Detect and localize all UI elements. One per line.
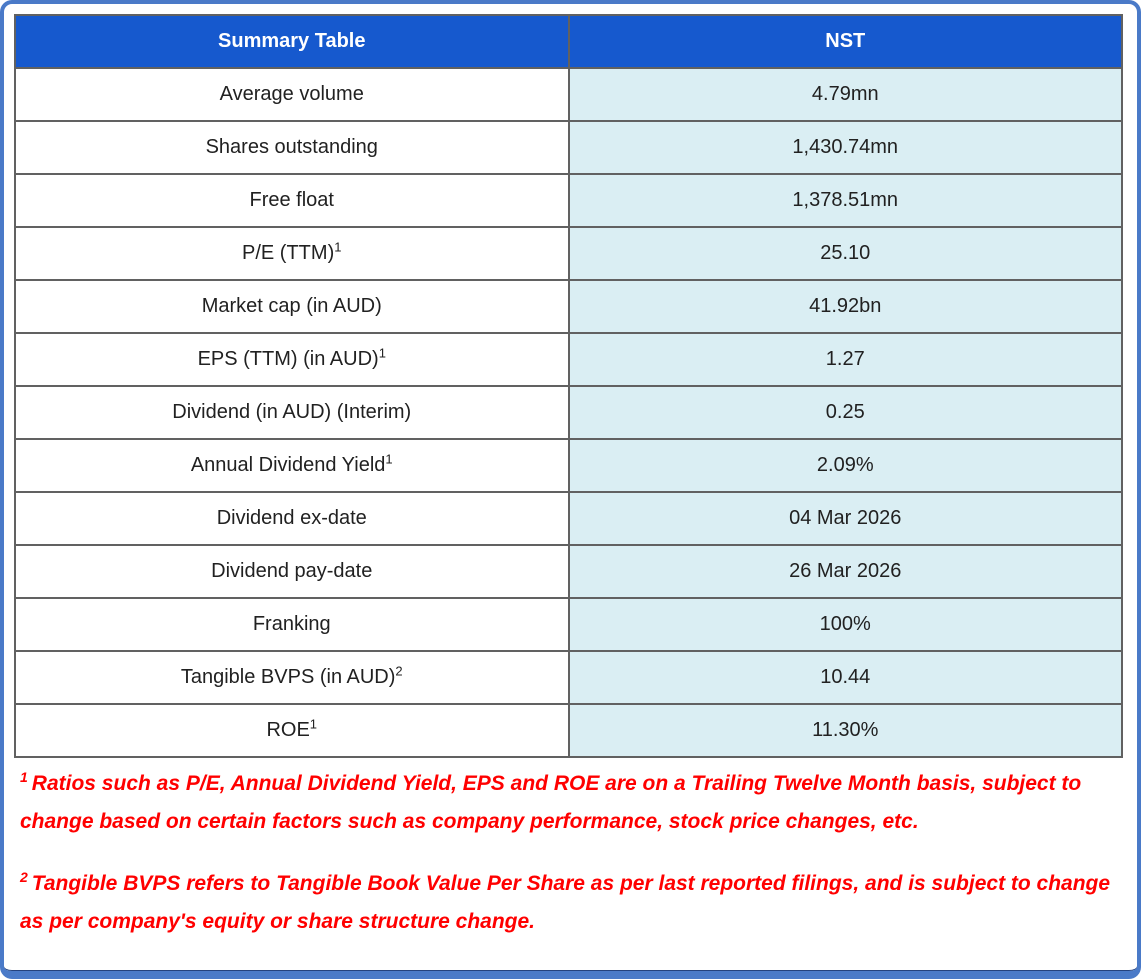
table-row [15, 68, 1122, 121]
summary-table [14, 14, 1123, 758]
row-label-text: Free float [249, 189, 334, 211]
row-label [15, 545, 569, 598]
table-row [15, 492, 1122, 545]
row-label-text: Franking [252, 613, 331, 635]
row-value: 10.44 [569, 651, 1123, 704]
footnote-marker: 1 [334, 239, 342, 255]
row-label-text: Tangible BVPS (in AUD) [180, 666, 396, 688]
row-label-text: Market cap (in AUD) [201, 295, 382, 317]
header-summary-table: Summary Table [15, 15, 569, 68]
row-label [15, 651, 569, 704]
row-label-text: ROE [266, 719, 310, 741]
row-value: 11.30% [569, 704, 1123, 757]
row-value: 0.25 [569, 386, 1123, 439]
row-label [15, 227, 569, 280]
row-value: 25.10 [569, 227, 1123, 280]
table-row [15, 174, 1122, 227]
row-label [15, 174, 569, 227]
row-value: 100% [569, 598, 1123, 651]
table-row [15, 545, 1122, 598]
row-value: 1,378.51mn [569, 174, 1123, 227]
table-row [15, 651, 1122, 704]
row-value: 4.79mn [569, 68, 1123, 121]
row-label [15, 704, 569, 757]
footnote-2-text: Tangible BVPS refers to Tangible Book Value Per Share as per last reported filings, and is subject to change as per company's equity or share structure change. [20, 872, 1111, 933]
footnote-1-text: Ratios such as P/E, Annual Dividend Yield, EPS and ROE are on a Trailing Twelve Month basis, subject to change based on certain factors such as company performance, stock price changes, etc. [20, 772, 1082, 833]
footnote-1 [20, 765, 1113, 841]
row-label [15, 439, 569, 492]
footnote-marker: 2 [395, 663, 403, 679]
row-value: 04 Mar 2026 [569, 492, 1123, 545]
row-value: 26 Mar 2026 [569, 545, 1123, 598]
row-label-text: Average volume [219, 83, 364, 105]
row-label [15, 492, 569, 545]
row-label-text: EPS (TTM) (in AUD) [197, 348, 379, 370]
row-label-text: Dividend ex-date [216, 507, 367, 529]
row-label-text: P/E (TTM) [242, 242, 335, 264]
row-value: 1.27 [569, 333, 1123, 386]
table-row [15, 386, 1122, 439]
row-label [15, 333, 569, 386]
footnote-2 [20, 865, 1113, 941]
row-label [15, 121, 569, 174]
row-label [15, 386, 569, 439]
header-nst: NST [569, 15, 1123, 68]
row-label-text: Shares outstanding [205, 136, 378, 158]
row-value: 1,430.74mn [569, 121, 1123, 174]
footnotes-section [14, 758, 1127, 941]
row-label-text: Dividend (in AUD) (Interim) [172, 401, 412, 423]
table-row [15, 333, 1122, 386]
footnote-marker: 1 [309, 716, 318, 732]
row-value: 2.09% [569, 439, 1123, 492]
footnote-marker: 1 [385, 451, 393, 467]
row-label [15, 68, 569, 121]
row-label [15, 280, 569, 333]
table-row [15, 598, 1122, 651]
row-value: 41.92bn [569, 280, 1123, 333]
footnote-1-marker: 1 [20, 769, 28, 785]
table-row [15, 227, 1122, 280]
row-label-text: Dividend pay-date [211, 560, 373, 582]
table-row [15, 704, 1122, 757]
footnote-2-marker: 2 [20, 869, 28, 885]
row-label-text: Annual Dividend Yield [190, 454, 386, 476]
table-row [15, 439, 1122, 492]
table-row [15, 121, 1122, 174]
footnote-marker: 1 [378, 345, 386, 361]
table-header-row [15, 15, 1122, 68]
row-label [15, 598, 569, 651]
table-row [15, 280, 1122, 333]
